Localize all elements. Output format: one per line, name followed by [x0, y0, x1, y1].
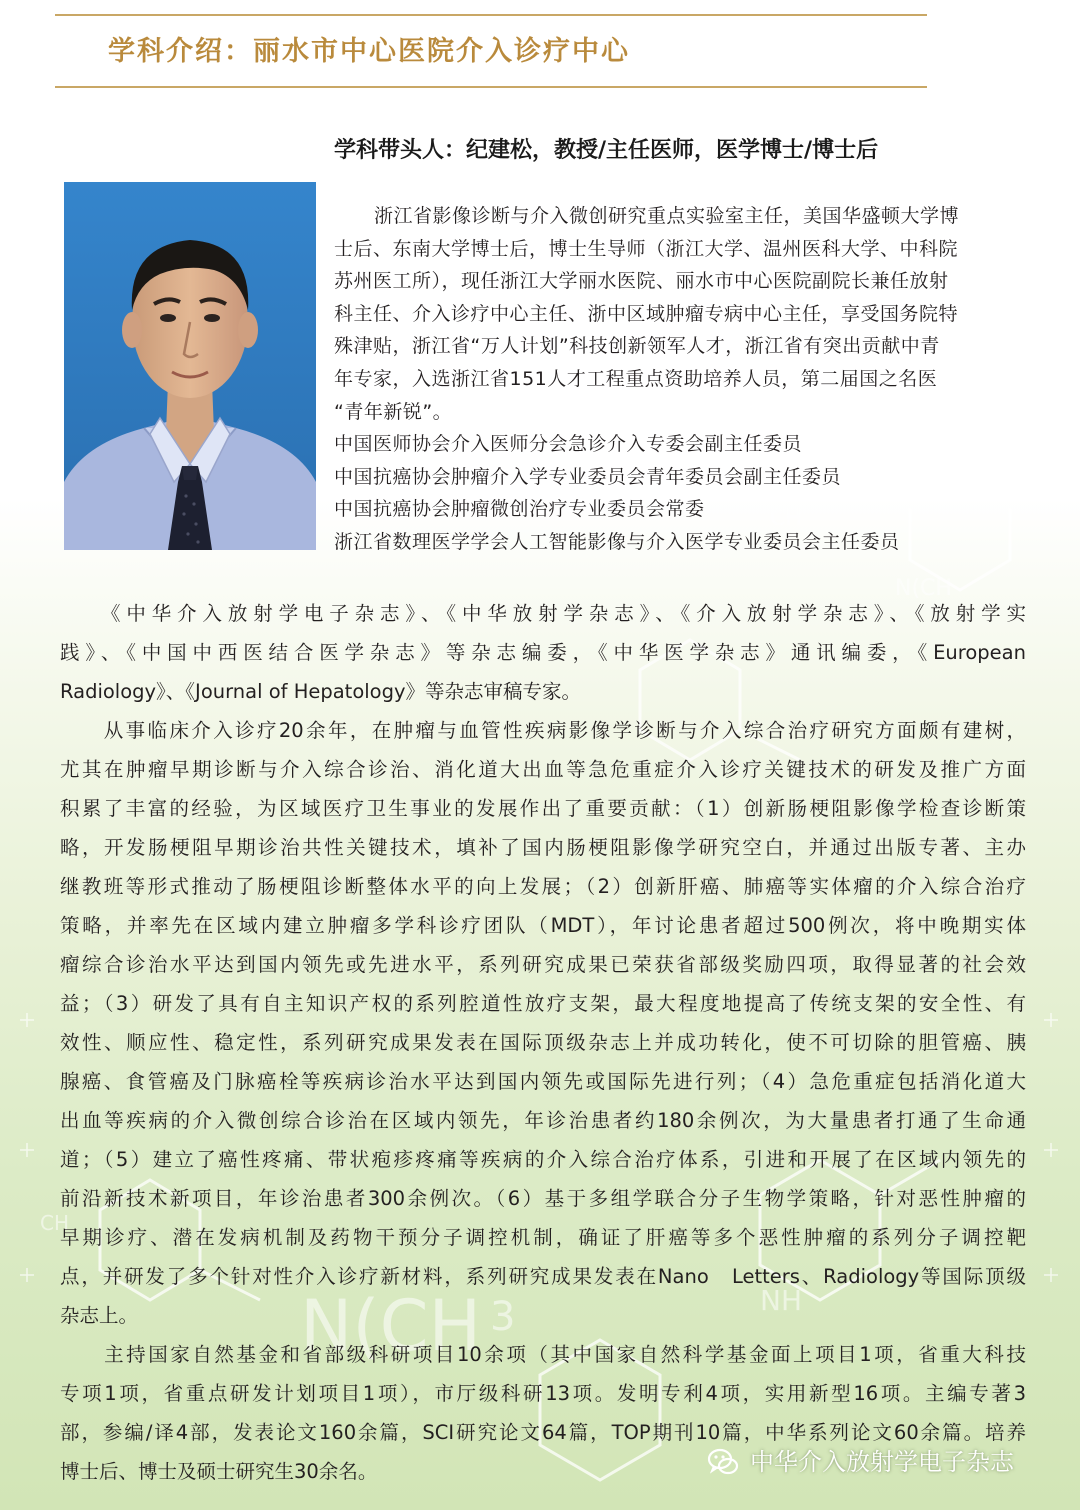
- bio-block: [334, 200, 1034, 559]
- position-line: 中国抗癌协会肿瘤介入学专业委员会青年委员会副主任委员: [334, 465, 842, 488]
- body-text: [60, 594, 1026, 1491]
- bio-line: 年专家，入选浙江省151人才工程重点资助培养人员，第二届国之名医: [334, 367, 938, 390]
- position-line: 浙江省数理医学学会人工智能影像与介入医学专业委员会主任委员: [334, 530, 900, 553]
- position-line: 中国医师协会介入医师分会急诊介入专委会副主任委员: [334, 433, 803, 456]
- page-title: 学科介绍：丽水市中心医院介入诊疗中心: [108, 36, 630, 67]
- svg-text:CH: CH: [40, 1211, 70, 1235]
- svg-text:N(CH: N(CH: [300, 1285, 482, 1367]
- text-line: 策略，并率先在区域内建立肿瘤多学科诊疗团队（MDT），年讨论患者超过500例次，将中晚期实体: [60, 914, 1026, 937]
- text-line: 尤其在肿瘤早期诊断与介入综合诊治、消化道大出血等急危重症介入诊疗关键技术的研发及推广方面: [60, 758, 1026, 781]
- text-line: 专项1项，省重点研发计划项目1项），市厅级科研13项。发明专利4项，实用新型16项。主编专著3: [60, 1382, 1026, 1405]
- paragraph-clinical-work: [60, 711, 1026, 1335]
- text-line: 腺癌、食管癌及门脉癌栓等疾病诊治水平达到国内领先或国际先进行列；（4）急危重症包括消化道大: [60, 1070, 1026, 1093]
- text-line: 出血等疾病的介入微创综合诊治在区域内领先，年诊治患者约180余例次，为大量患者打通了生命通: [60, 1109, 1026, 1132]
- text-line: 益；（3）研发了具有自主知识产权的系列腔道性放疗支架，最大程度地提高了传统支架的安全性、有: [60, 992, 1026, 1015]
- text-line: 杂志上。: [60, 1304, 139, 1327]
- watermark-text: 中华介入放射学电子杂志: [750, 1448, 1014, 1476]
- svg-text:N(CH: N(CH: [895, 576, 952, 601]
- svg-text:CH: CH: [770, 506, 802, 531]
- text-line: 继教班等形式推动了肠梗阻诊断整体水平的向上发展；（2）创新肝癌、肺癌等实体瘤的介入综合治疗: [60, 875, 1026, 898]
- bio-line: 殊津贴，浙江省“万人计划”科技创新领军人才，浙江省有突出贡献中青: [334, 335, 940, 358]
- wechat-watermark: [706, 1440, 1014, 1484]
- bio-line: 科主任、介入诊疗中心主任、浙中区域肿瘤专病中心主任，享受国务院特: [334, 302, 959, 325]
- position-line: 中国抗癌协会肿瘤微创治疗专业委员会常委: [334, 498, 705, 521]
- text-line: 博士后、博士及硕士研究生30余名。: [60, 1460, 378, 1483]
- text-line: 前沿新技术新项目，年诊治患者300余例次。（6）基于多组学联合分子生物学策略，针对恶性肿瘤的: [60, 1187, 1026, 1210]
- text-line: 效性、顺应性、稳定性，系列研究成果发表在国际顶级杂志上并成功转化，使不可切除的胆管癌、胰: [60, 1031, 1026, 1054]
- portrait-illustration: [64, 182, 316, 550]
- header-bottom-rule: [55, 86, 927, 88]
- text-line: 道；（5）建立了癌性疼痛、带状疱疹疼痛等疾病的介入综合治疗体系，引进和开展了在区域内领先的: [60, 1148, 1026, 1171]
- svg-text:OH: OH: [1040, 413, 1077, 441]
- wechat-icon: [706, 1445, 740, 1479]
- bio-line: 苏州医工所），现任浙江大学丽水医院、丽水市中心医院副院长兼任放射: [334, 270, 949, 293]
- bio-line: 浙江省影像诊断与介入微创研究重点实验室主任，美国华盛顿大学博: [374, 205, 960, 227]
- svg-text:NH: NH: [760, 1284, 802, 1317]
- text-line: 从事临床介入诊疗20余年，在肿瘤与血管性疾病影像学诊断与介入综合治疗研究方面颇有建树，: [60, 719, 1026, 742]
- svg-text:3: 3: [490, 1294, 516, 1340]
- lead-line: 学科带头人：纪建松，教授/主任医师，医学博士/博士后: [334, 138, 879, 163]
- header-top-rule: [55, 14, 927, 16]
- text-line: 积累了丰富的经验，为区域医疗卫生事业的发展作出了重要贡献：（1）创新肠梗阻影像学检查诊断策: [60, 797, 1026, 820]
- text-line: 《中华介入放射学电子杂志》、《中华放射学杂志》、《介入放射学杂志》、《放射学实: [60, 602, 1026, 625]
- text-line: 早期诊疗、潜在发病机制及药物干预分子调控机制，确证了肝癌等多个恶性肿瘤的系列分子调控靶: [60, 1226, 1026, 1249]
- text-line: 主持国家自然基金和省部级科研项目10余项（其中国家自然科学基金面上项目1项，省重大科技: [60, 1343, 1026, 1366]
- portrait-photo: [64, 182, 316, 550]
- text-line: 部，参编/译4部，发表论文160余篇，SCI研究论文64篇，TOP期刊10篇，中华系列论文60余篇。培养: [60, 1421, 1026, 1444]
- text-line: 瘤综合诊治水平达到国内领先或先进水平，系列研究成果已荣获省部级奖励四项，取得显著的社会效: [60, 953, 1026, 976]
- text-line: 略，开发肠梗阻早期诊治共性关键技术，填补了国内肠梗阻影像学研究空白，并通过出版专著、主办: [60, 836, 1026, 859]
- text-line: 点，并研发了多个针对性介入诊疗新材料，系列研究成果发表在Nano Letters、Radiology等国际顶级: [60, 1265, 1026, 1288]
- paragraph-editorial: [60, 594, 1026, 711]
- bio-line: “青年新锐”。: [334, 400, 453, 423]
- bio-line: 士后、东南大学博士后，博士生导师（浙江大学、温州医科大学、中科院: [334, 237, 959, 260]
- text-line: Radiology》、《Journal of Hepatology》等杂志审稿专家。: [60, 680, 582, 703]
- text-line: 践》、《中国中西医结合医学杂志》等杂志编委，《中华医学杂志》通讯编委，《European: [60, 641, 1026, 664]
